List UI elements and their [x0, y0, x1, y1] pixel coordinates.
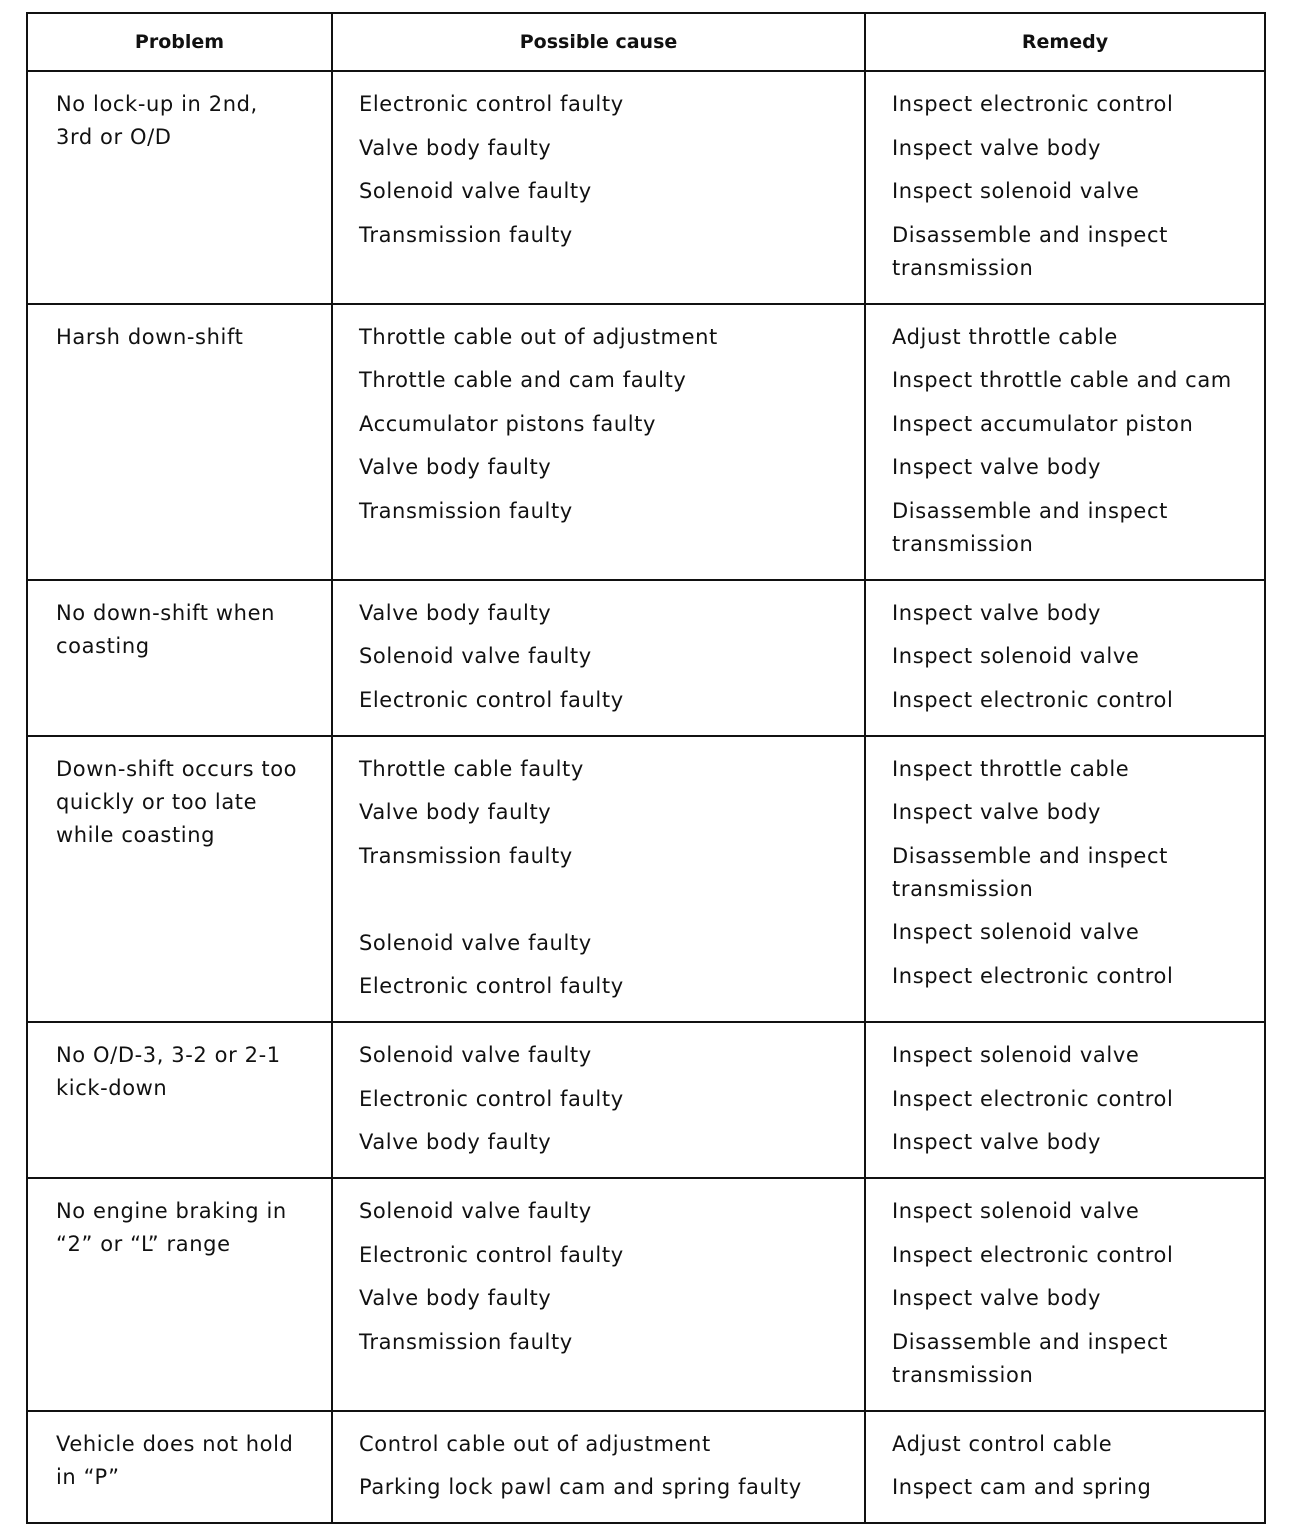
table-row — [27, 1178, 1265, 1411]
remedy-item: Adjust control cable — [892, 1431, 1113, 1456]
cause-item: Solenoid valve faulty — [359, 1043, 592, 1067]
remedy-item: Adjust throttle cable — [892, 324, 1118, 349]
problem-text: No lock-up in 2nd, 3rd or O/D — [56, 92, 258, 149]
problem-text: Vehicle does not hold in “P” — [56, 1431, 294, 1489]
cause-item: Throttle cable and cam faulty — [359, 368, 687, 392]
cause-item: Transmission faulty — [359, 222, 573, 247]
cause-item: Valve body faulty — [359, 135, 552, 160]
remedy-item: Inspect cam and spring — [892, 1475, 1152, 1499]
cause-cell — [332, 71, 865, 304]
remedy-item: Inspect valve body — [892, 1130, 1102, 1154]
remedy-item: Inspect electronic control — [892, 1086, 1174, 1111]
remedy-item: Disassemble and inspect transmission — [892, 843, 1168, 901]
cause-item: Electronic control faulty — [359, 687, 624, 712]
table-row — [27, 71, 1265, 304]
remedy-item: Inspect throttle cable and cam — [892, 368, 1232, 392]
cause-item: Transmission faulty — [359, 1329, 573, 1354]
problem-text: Harsh down-shift — [56, 324, 244, 349]
table-body — [27, 71, 1265, 1523]
remedy-item: Inspect solenoid valve — [892, 920, 1140, 944]
cause-cell — [332, 304, 865, 580]
cause-item: Solenoid valve faulty — [359, 930, 592, 955]
cause-item: Valve body faulty — [359, 1286, 552, 1310]
remedy-item: Inspect valve body — [892, 135, 1102, 160]
problem-cell — [27, 736, 332, 1023]
remedy-item: Inspect solenoid valve — [892, 1199, 1140, 1223]
cause-item: Electronic control faulty — [359, 974, 624, 998]
remedy-item: Inspect throttle cable — [892, 756, 1130, 781]
remedy-item: Inspect electronic control — [892, 92, 1174, 116]
cause-item: Parking lock pawl cam and spring faulty — [359, 1475, 802, 1499]
remedy-item: Disassemble and inspect transmission — [892, 222, 1168, 280]
remedy-item: Inspect electronic control — [892, 1242, 1174, 1267]
cause-item: Electronic control faulty — [359, 92, 624, 116]
table-row — [27, 736, 1265, 1023]
header-remedy: Remedy — [865, 13, 1265, 71]
remedy-item: Inspect solenoid valve — [892, 1043, 1140, 1067]
cause-cell — [332, 1022, 865, 1178]
cause-item: Accumulator pistons faulty — [359, 411, 657, 436]
remedy-cell — [865, 71, 1265, 304]
problem-text: No O/D-3, 3-2 or 2-1 kick-down — [56, 1043, 281, 1100]
cause-item: Control cable out of adjustment — [359, 1431, 711, 1456]
cause-item: Solenoid valve faulty — [359, 1199, 592, 1223]
remedy-item: Inspect electronic control — [892, 687, 1174, 712]
cause-item: Valve body faulty — [359, 600, 552, 625]
cause-item: Valve body faulty — [359, 800, 552, 824]
remedy-item: Disassemble and inspect transmission — [892, 498, 1168, 556]
problem-cell — [27, 71, 332, 304]
remedy-cell — [865, 580, 1265, 736]
cause-item: Throttle cable out of adjustment — [359, 324, 718, 349]
problem-cell — [27, 1022, 332, 1178]
troubleshooting-sheet — [26, 12, 1264, 1524]
remedy-cell — [865, 1178, 1265, 1411]
remedy-item: Inspect valve body — [892, 1286, 1102, 1310]
cause-item: Valve body faulty — [359, 1130, 552, 1154]
remedy-cell — [865, 1411, 1265, 1524]
remedy-item: Inspect valve body — [892, 800, 1102, 824]
cause-spacer — [359, 883, 854, 916]
cause-item: Transmission faulty — [359, 498, 573, 523]
header-possible-cause: Possible cause — [332, 13, 865, 71]
remedy-item: Inspect solenoid valve — [892, 644, 1140, 668]
problem-cell — [27, 580, 332, 736]
remedy-item: Inspect valve body — [892, 455, 1102, 479]
cause-cell — [332, 736, 865, 1023]
problem-text: No engine braking in “2” or “L” range — [56, 1199, 287, 1256]
remedy-cell — [865, 736, 1265, 1023]
cause-item: Valve body faulty — [359, 455, 552, 479]
cause-cell — [332, 1178, 865, 1411]
cause-item: Electronic control faulty — [359, 1086, 624, 1111]
remedy-cell — [865, 1022, 1265, 1178]
cause-item: Transmission faulty — [359, 843, 573, 868]
problem-text: Down-shift occurs too quickly or too late while coasting — [56, 756, 298, 847]
cause-item: Solenoid valve faulty — [359, 644, 592, 668]
cause-cell — [332, 580, 865, 736]
cause-item: Throttle cable faulty — [359, 756, 584, 781]
remedy-item: Inspect solenoid valve — [892, 179, 1140, 203]
table-row — [27, 1411, 1265, 1524]
cause-item: Solenoid valve faulty — [359, 179, 592, 203]
problem-cell — [27, 1178, 332, 1411]
cause-item: Electronic control faulty — [359, 1242, 624, 1267]
remedy-item: Disassemble and inspect transmission — [892, 1329, 1168, 1387]
problem-text: No down-shift when coasting — [56, 600, 276, 658]
header-row — [27, 13, 1265, 71]
cause-cell — [332, 1411, 865, 1524]
remedy-item: Inspect electronic control — [892, 963, 1174, 988]
problem-cell — [27, 304, 332, 580]
troubleshooting-table — [26, 12, 1266, 1524]
table-row — [27, 580, 1265, 736]
header-problem: Problem — [27, 13, 332, 71]
problem-cell — [27, 1411, 332, 1524]
remedy-cell — [865, 304, 1265, 580]
table-row — [27, 304, 1265, 580]
remedy-item: Inspect accumulator piston — [892, 411, 1194, 436]
table-row — [27, 1022, 1265, 1178]
remedy-item: Inspect valve body — [892, 600, 1102, 625]
